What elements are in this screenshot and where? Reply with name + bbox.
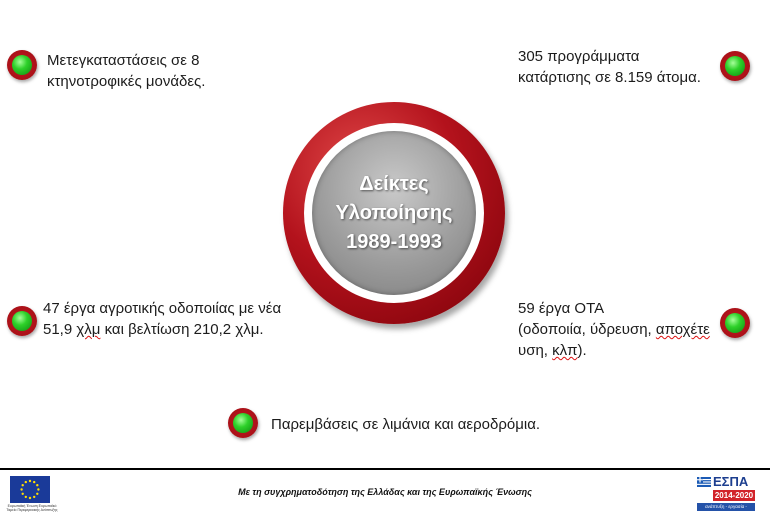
center-title-line2: Υλοποίησης xyxy=(335,201,453,224)
espa-wordmark: ΕΣΠΑ xyxy=(713,474,749,489)
center-title-line3: 1989-1993 xyxy=(346,230,442,253)
bullet-icon xyxy=(720,51,750,81)
bullet-icon xyxy=(228,408,258,438)
center-title-line1: Δείκτες xyxy=(359,172,429,195)
espa-logo xyxy=(697,475,755,515)
espa-tagline: ανάπτυξη - εργασία - αλληλεγγύη xyxy=(697,503,755,511)
central-ring xyxy=(283,102,505,324)
center-title xyxy=(319,170,469,257)
bullet-icon xyxy=(720,308,750,338)
indicator-text-top-left: Μετεγκαταστάσεις σε 8 κτηνοτροφικές μονάδες. xyxy=(47,52,206,90)
cofunding-text: Με τη συγχρηματοδότηση της Ελλάδας και της Ευρωπαϊκής Ένωσης xyxy=(238,487,532,497)
espa-years: 2014-2020 xyxy=(714,491,754,500)
footer xyxy=(0,470,770,516)
indicator-text-mid-right: 59 έργα ΟΤΑ (οδοποιία, ύδρευση, αποχέτε υση, κλπ). xyxy=(518,300,710,359)
bullet-icon xyxy=(7,306,37,336)
eu-caption: Ευρωπαϊκή Ένωση Ευρωπαϊκό Ταμείο Περιφερειακής Ανάπτυξης xyxy=(6,504,58,512)
indicator-text-top-right: 305 προγράμματα κατάρτισης σε 8.159 άτομα. xyxy=(518,48,701,86)
central-core xyxy=(312,131,476,295)
indicator-text-mid-left: 47 έργα αγροτικής οδοποιίας με νέα 51,9 χλμ και βελτίωση 210,2 χλμ. xyxy=(43,300,282,338)
bullet-icon xyxy=(7,50,37,80)
indicator-text-bottom: Παρεμβάσεις σε λιμάνια και αεροδρόμια. xyxy=(271,416,541,433)
